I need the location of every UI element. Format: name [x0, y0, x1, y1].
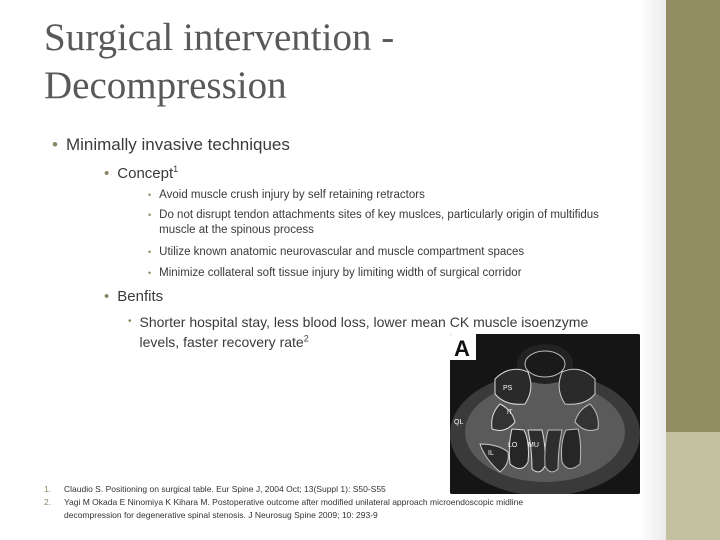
bullet-dot-icon: • [128, 316, 132, 327]
mri-cross-section-image [450, 334, 640, 494]
concept-item-text: Utilize known anatomic neurovascular and muscle compartment spaces [159, 246, 525, 258]
slide-title [44, 14, 644, 110]
figure-label: LO [508, 442, 518, 449]
bullet-dot-icon: • [148, 268, 152, 278]
reference-text: Yagi M Okada E Ninomiya K Kihara M. Postoperative outcome after modified unilateral approach microendoscopic midline [64, 497, 524, 507]
title-line-1: Surgical intervention - [44, 16, 395, 59]
concept-item [148, 188, 618, 203]
benefits-footnote: 2 [303, 333, 309, 344]
concept-item [148, 266, 618, 281]
bullet-benefits [104, 287, 163, 307]
reference-continuation: decompression for degenerative spinal stenosis. J Neurosug Spine 2009; 10: 293-9 [64, 510, 378, 520]
references [44, 483, 604, 522]
bullet-minimally-invasive [52, 134, 290, 156]
bullet-text: Benfits [117, 288, 164, 305]
concept-item [148, 208, 618, 238]
bullet-dot-icon: • [104, 288, 110, 305]
reference-number: 1. [44, 484, 52, 494]
bullet-dot-icon: • [148, 247, 152, 257]
bullet-dot-icon: • [148, 210, 152, 220]
mri-image-svg [450, 334, 640, 494]
concept-item-text: Avoid muscle crush injury by self retaining retractors [159, 189, 425, 201]
bullet-dot-icon: • [104, 165, 110, 182]
bullet-concept [104, 164, 178, 184]
side-accent-bar [666, 0, 720, 432]
reference-text: Claudio S. Positioning on surgical table. Eur Spine J, 2004 Oct; 13(Suppl 1): S50-S55 [64, 484, 386, 494]
concept-footnote: 1 [173, 164, 179, 174]
figure-label: QL [454, 419, 464, 426]
benefits-text: Shorter hospital stay, less blood loss, lower mean CK muscle isoenzyme levels, faster recovery rate [139, 314, 589, 350]
concept-label: Concept [117, 165, 174, 182]
reference-number: 2. [44, 497, 52, 507]
bullet-dot-icon: • [52, 135, 58, 154]
side-accent-bar-light [666, 432, 720, 540]
reference-item [44, 483, 604, 496]
figure-label: MU [528, 442, 539, 449]
bullet-text [117, 164, 178, 184]
figure-label: IT [507, 410, 513, 416]
figure-label: IL [488, 450, 494, 457]
title-line-2: Decompression [44, 64, 287, 107]
bullet-dot-icon: • [148, 190, 152, 200]
bullet-text: Minimally invasive techniques [65, 135, 290, 154]
concept-item [148, 245, 618, 260]
concept-item-text: Do not disrupt tendon attachments sites of key muslces, particularly origin of multifidus muscle at the spinous process [159, 209, 599, 236]
figure-panel-letter: A [454, 336, 470, 361]
concept-item-text: Minimize collateral soft tissue injury by limiting width of surgical corridor [159, 267, 522, 279]
reference-item [44, 496, 604, 509]
figure-label: PS [503, 385, 513, 392]
